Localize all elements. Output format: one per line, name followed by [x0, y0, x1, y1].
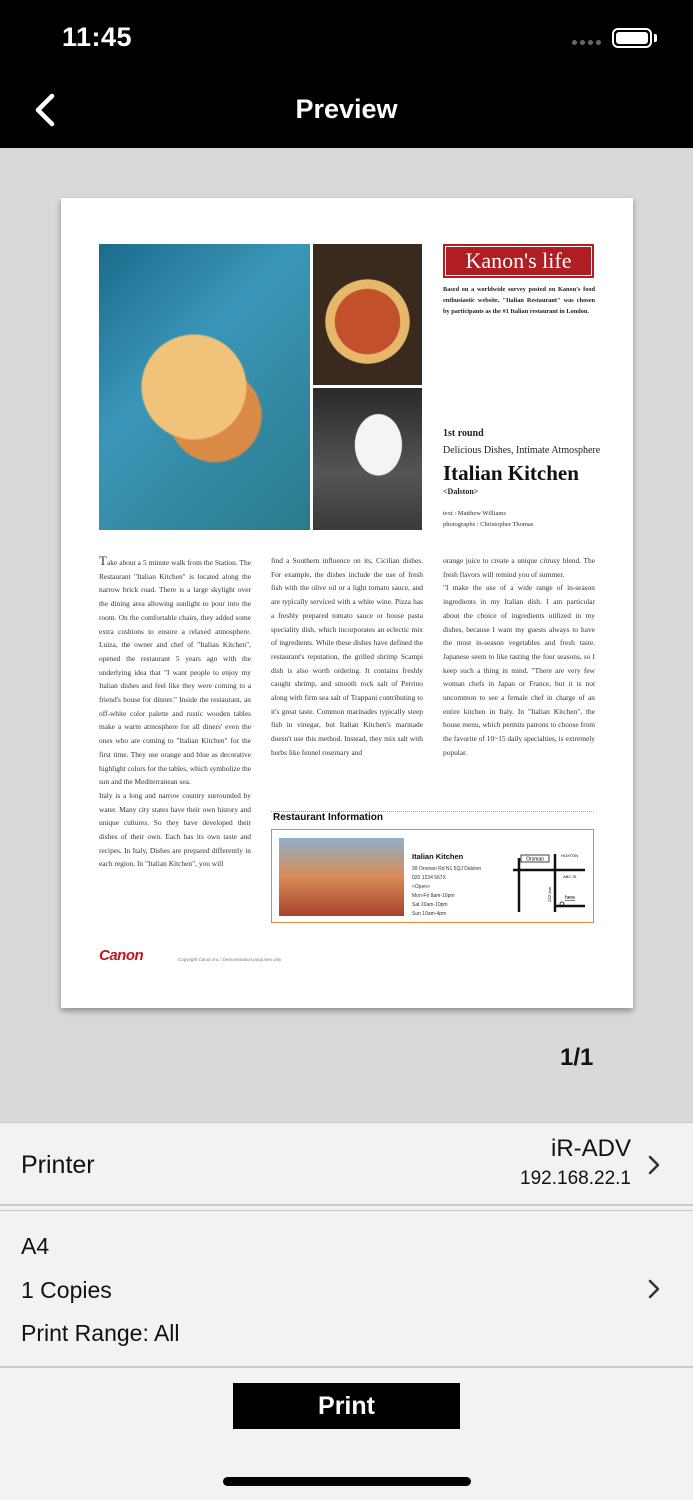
magazine-intro: Based on a worldwide survey posted on Kanon's food enthusiastic website, "Italian Restaurant" was chosen by participants as the #1 Italian restaurant in London.: [443, 286, 595, 315]
info-hours-sat: Sat 10am-10pm: [412, 902, 448, 908]
article-column-3: [443, 554, 595, 760]
dropcap: T: [99, 553, 107, 568]
map-street-3: ABC St.: [563, 874, 578, 879]
printer-name: iR-ADV: [550, 1135, 631, 1162]
printer-selector[interactable]: [0, 1122, 693, 1206]
restaurant-photo: [279, 838, 404, 916]
home-indicator[interactable]: [223, 1477, 471, 1486]
pasta-photo: [99, 244, 310, 530]
page-indicator: 1/1: [560, 1044, 594, 1071]
info-open: <Open>: [412, 884, 431, 890]
pizza-photo: [313, 244, 422, 385]
info-title: Restaurant Information: [273, 812, 384, 823]
print-button[interactable]: Print: [233, 1383, 460, 1429]
info-address: 99 Orsman Rd N1 5QJ Dalston: [412, 866, 482, 872]
info-hours-sun: Sun 10am-4pm: [412, 911, 447, 917]
document-page-preview[interactable]: [61, 198, 633, 1008]
info-restaurant-name: Italian Kitchen: [412, 852, 464, 861]
battery-cap: [654, 34, 657, 42]
article-location: <Dalston>: [443, 487, 479, 496]
article-column-2: find a Southern influence on its, Cicilian dishes. For example, the dishes include the use of fresh fish with the olive oil or a light tomato sauce, and are typically serviced with a white wine. Pizza has a freshly prepared tomato sauce or house pasta speciality dish, which incorporates an eclectic mix of ingredients. While these dishes have defined the restaurant's reputation, the grilled shrimp Scampi dish is also worth ordering. It contains freshly caught shrimp, and smooth rock salt of Perrino along with firm sea salt of Trappani contributing to it's great taste. Common marinades typically steep fish in vinegar, but Italian Kitchen's marinade doesn't use this method. Instead, they mix salt with herbs like fennel rosemary and: [271, 556, 423, 757]
status-time: 11:45: [62, 22, 133, 52]
map-here: here: [565, 895, 576, 901]
map-street-1: Orsman: [526, 856, 544, 863]
column-1-text: ake about a 5 minute walk from the Station. The Restaurant "Italian Kitchen" is located along the narrow brick road. There is a large skylight over the dining area allowing sunlight to pour into the room. On the comfortable chairs, they added some extra cushions to ensure a relaxed atmosphere. Luiza, the owner and chef of "Italian Kitchen", opened the restaurant 5 years ago with the underlying idea that "I want people to enjoy my Italian dishes and feel like they were coming to a friend's house for dinner." Inside the restaurant, an off-white color palette and rustic wooden tables make a warm atmosphere for all diners' even the ones who are coming to "Italian Kitchen" for the first time. They use orange and blue as decorative highlight colors for the tables, which symbolize the sun and the Mediterranean sea.: [99, 558, 251, 787]
printer-label: Printer: [21, 1151, 95, 1179]
copies: 1 Copies: [21, 1277, 112, 1303]
map-illustration: [511, 850, 587, 916]
print-settings[interactable]: [0, 1210, 693, 1368]
map-street-2: HOXTON: [561, 853, 579, 858]
magazine-title: Kanon's life: [446, 247, 591, 275]
chef-photo: [313, 388, 422, 530]
info-phone: 020 1234 567X: [412, 875, 446, 881]
photo-credit: photographs : Christopher Thomas: [443, 521, 534, 528]
article-tagline: Delicious Dishes, Intimate Atmosphere: [443, 445, 601, 456]
text-credit: text : Matthew Williams: [443, 510, 506, 517]
chevron-right-icon: [646, 1154, 662, 1176]
column-3-text: orange juice to create a unique citrusy blend. The fresh flavors will remind you of summer.: [443, 556, 595, 579]
copyright-note: Copyright Canon Inc / Demonstration purposes only: [178, 957, 282, 962]
top-bar: [0, 0, 693, 148]
battery-icon: [612, 28, 652, 48]
info-hours-weekday: Mon-Fri 8am-10pm: [412, 893, 455, 899]
map-street-4: ZZZ Ave.: [547, 885, 552, 902]
chevron-right-icon: [646, 1278, 662, 1300]
magazine-title-box: [443, 244, 594, 278]
article-title: Italian Kitchen: [443, 461, 579, 485]
paper-size: A4: [21, 1233, 50, 1259]
column-1-text-b: Italy is a long and narrow country surrounded by water. Many city states have their own history and unique cultures. So they have developed their dishes of their own. Each has its own taste and recipes. In Italy, Dishes are prepared differently in each region. In "Italian Kitchen", you will: [99, 790, 251, 869]
article-column-1: [99, 554, 251, 871]
page-title: Preview: [295, 94, 398, 124]
canon-logo: Canon: [99, 947, 144, 964]
signal-icon: [572, 40, 601, 45]
preview-area[interactable]: [0, 148, 693, 1122]
printer-ip: 192.168.22.1: [520, 1168, 631, 1189]
article-round: 1st round: [443, 428, 484, 439]
column-3-text-b: "I make the use of a wide range of in-season ingredients in my Italian dish. I am particular about the choice of ingredients utilized in my dishes, because I want my guests always to have the most in-season vegetables and fresh taste. Japanese seem to like tasting the four seasons, so I keep such a thing in mind. "There are very few woman chefs in Japan or France, but it is not uncommon to see a female chef in charge of an entire kitchen in Italy. In "Italian Kitchen", the house menu, which permits patrons to choose from the favorite of 10~15 daily specialties, is extremely popular.: [443, 583, 595, 757]
print-range: Print Range: All: [21, 1320, 180, 1346]
